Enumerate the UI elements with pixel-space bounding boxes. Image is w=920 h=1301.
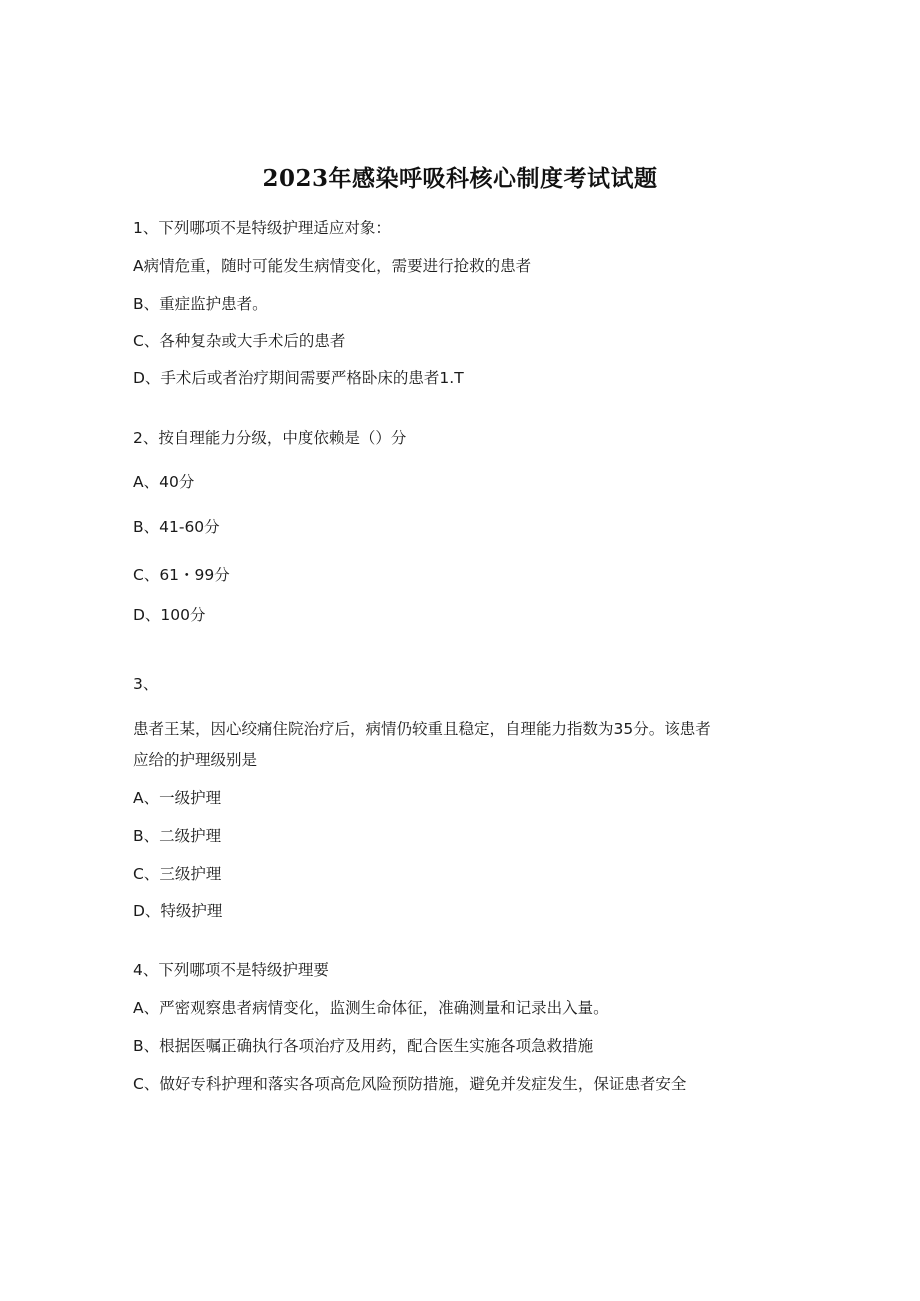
question-1-option-a: A病情危重，随时可能发生病情变化，需要进行抢救的患者	[133, 257, 532, 275]
question-3-option-d: D、特级护理	[133, 902, 223, 920]
question-2-stem: 2、按自理能力分级，中度依赖是（）分	[133, 429, 407, 447]
question-2-option-a: A、40分	[133, 473, 195, 491]
question-2-option-d: D、100分	[133, 606, 206, 624]
question-3-option-a: A、一级护理	[133, 789, 222, 807]
question-1-option-c: C、各种复杂或大手术后的患者	[133, 332, 346, 350]
question-2-option-c: C、61・99分	[133, 566, 230, 584]
question-3-option-b: B、二级护理	[133, 827, 222, 845]
question-1-stem: 1、下列哪项不是特级护理适应对象：	[133, 219, 391, 237]
question-3-stem-line-1: 患者王某，因心绞痛住院治疗后，病情仍较重且稳定，自理能力指数为35分。该患者	[133, 720, 711, 738]
question-4-option-a: A、严密观察患者病情变化，监测生命体征，准确测量和记录出入量。	[133, 999, 609, 1017]
question-2-option-b: B、41-60分	[133, 518, 220, 536]
question-3-number: 3、	[133, 675, 159, 693]
question-1-option-b: B、重症监护患者。	[133, 295, 268, 313]
question-3-option-c: C、三级护理	[133, 865, 222, 883]
page-title: 2023年感染呼吸科核心制度考试试题	[262, 165, 658, 192]
question-4-stem: 4、下列哪项不是特级护理要	[133, 961, 329, 979]
question-4-option-b: B、根据医嘱正确执行各项治疗及用药，配合医生实施各项急救措施	[133, 1037, 594, 1055]
question-1-option-d: D、手术后或者治疗期间需要严格卧床的患者1.T	[133, 369, 464, 387]
question-3-stem-line-2: 应给的护理级别是	[133, 751, 258, 769]
question-4-option-c: C、做好专科护理和落实各项高危风险预防措施，避免并发症发生，保证患者安全	[133, 1075, 687, 1093]
